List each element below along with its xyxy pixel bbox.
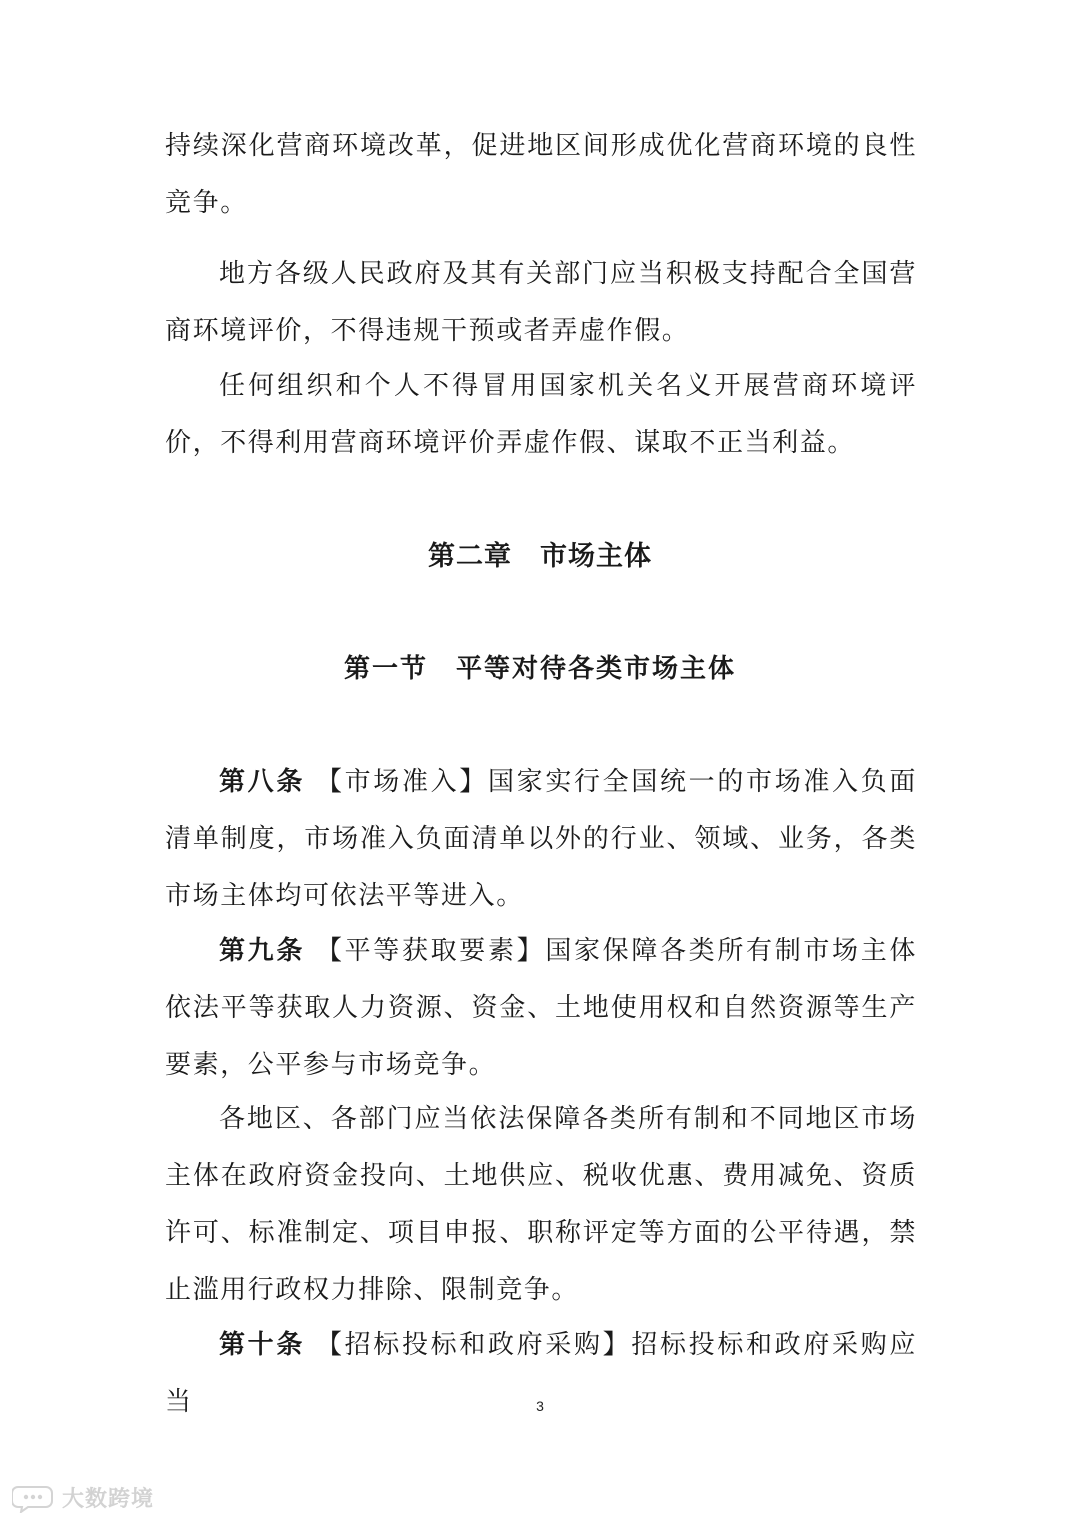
chapter-title: 第二章 市场主体 <box>428 541 652 572</box>
watermark-text: 大数跨境 <box>62 1487 155 1512</box>
section-title: 第一节 平等对待各类市场主体 <box>343 654 736 684</box>
article-9-number: 第九条 <box>219 936 306 966</box>
paragraph-continuation: 持续深化营商环境改革，促进地区间形成优化营商环境的良性竞争。 <box>165 131 917 218</box>
article-9-tag: 【平等获取要素】 <box>315 936 546 966</box>
page-number: 3 <box>536 1398 544 1414</box>
article-9-text: 国家保障各类所有制市场主体依法平等获取人力资源、资金、土地使用权和自然资源等生产要素，公平参与市场竞争。 <box>165 936 917 1080</box>
article-8 <box>165 754 917 925</box>
paragraph-local-government: 地方各级人民政府及其有关部门应当积极支持配合全国营商环境评价，不得违规干预或者弄虚作假。 <box>165 259 917 346</box>
article-8-tag: 【市场准入】 <box>315 767 488 797</box>
chat-bubble-logo-icon <box>12 1483 56 1513</box>
paragraph-no-impersonation: 任何组织和个人不得冒用国家机关名义开展营商环境评价，不得利用营商环境评价弄虚作假、谋取不正当利益。 <box>165 371 917 458</box>
article-9 <box>165 923 917 1094</box>
article-8-text: 国家实行全国统一的市场准入负面清单制度，市场准入负面清单以外的行业、领域、业务，各类市场主体均可依法平等进入。 <box>165 767 917 911</box>
article-10-tag: 【招标投标和政府采购】 <box>315 1330 632 1360</box>
article-9-paragraph-2: 各地区、各部门应当依法保障各类所有制和不同地区市场主体在政府资金投向、土地供应、税收优惠、费用减免、资质许可、标准制定、项目申报、职称评定等方面的公平待遇，禁止滥用行政权力排除、限制竞争。 <box>165 1104 917 1305</box>
article-10-number: 第十条 <box>219 1330 306 1360</box>
article-8-number: 第八条 <box>219 767 306 797</box>
watermark <box>12 1482 154 1513</box>
article-10-text: 招标投标和政府采购应当 <box>165 1330 917 1417</box>
